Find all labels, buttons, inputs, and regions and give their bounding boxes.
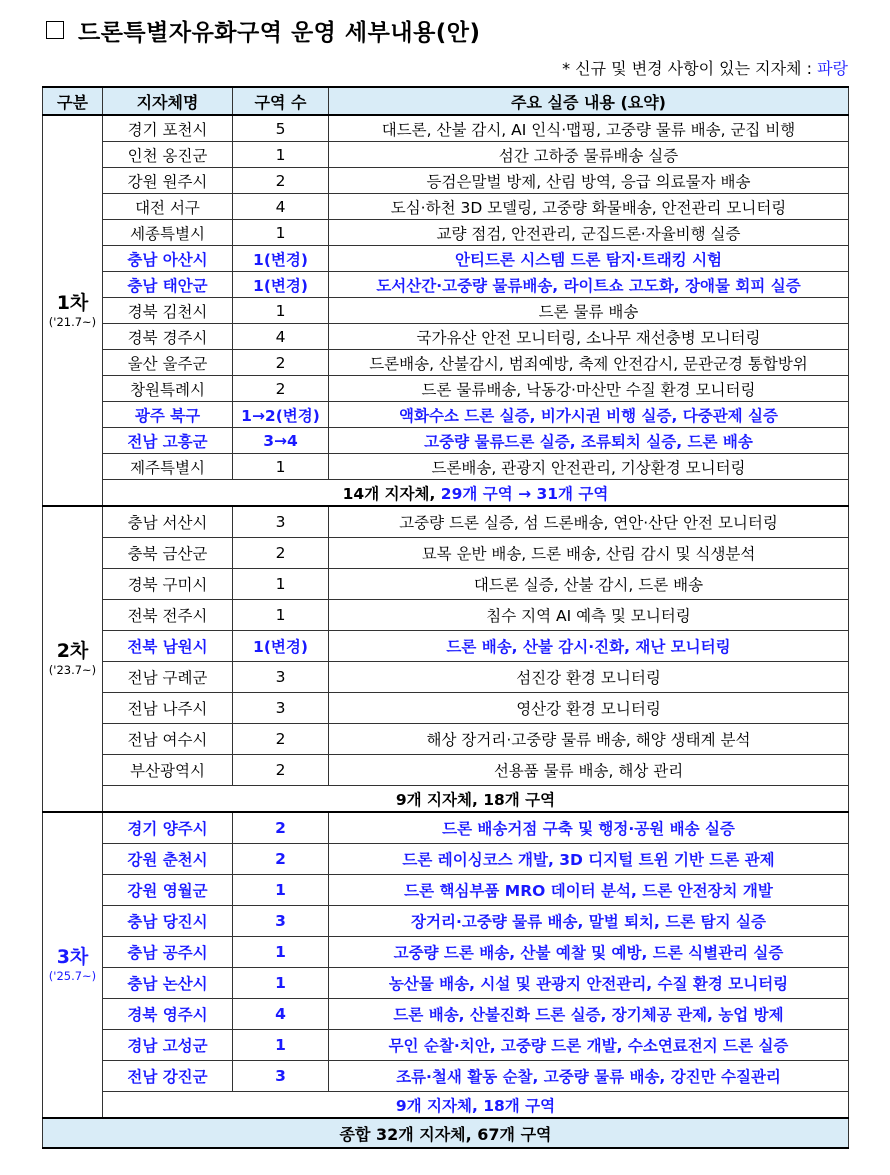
city-cell: 충남 서산시 bbox=[103, 506, 233, 538]
header-city: 지자체명 bbox=[103, 87, 233, 115]
zone-count-cell: 2 bbox=[233, 844, 329, 875]
content-cell: 도심·하천 3D 모델링, 고중량 화물배송, 안전관리 모니터링 bbox=[329, 194, 849, 220]
table-row bbox=[43, 454, 849, 480]
content-cell: 농산물 배송, 시설 및 관광지 안전관리, 수질 환경 모니터링 bbox=[329, 968, 849, 999]
table-row bbox=[43, 662, 849, 693]
phase-period: ('23.7~) bbox=[48, 663, 97, 677]
phase-cell bbox=[43, 812, 103, 1118]
table-row bbox=[43, 506, 849, 538]
city-cell: 경북 구미시 bbox=[103, 569, 233, 600]
zone-count-cell: 4 bbox=[233, 324, 329, 350]
content-cell: 드론 물류 배송 bbox=[329, 298, 849, 324]
table-row bbox=[43, 569, 849, 600]
subtotal-highlight: 29개 구역 → 31개 구역 bbox=[440, 484, 609, 503]
content-cell: 대드론 실증, 산불 감시, 드론 배송 bbox=[329, 569, 849, 600]
table-row bbox=[43, 402, 849, 428]
city-cell: 광주 북구 bbox=[103, 402, 233, 428]
table-row bbox=[43, 246, 849, 272]
zone-count-cell: 1(변경) bbox=[233, 631, 329, 662]
subtotal-row bbox=[43, 1092, 849, 1119]
zone-count-cell: 1 bbox=[233, 968, 329, 999]
header-category: 구분 bbox=[43, 87, 103, 115]
city-cell: 충남 논산시 bbox=[103, 968, 233, 999]
zone-count-cell: 3 bbox=[233, 662, 329, 693]
city-cell: 경북 영주시 bbox=[103, 999, 233, 1030]
note-text: * 신규 및 변경 사항이 있는 지자체 : bbox=[562, 59, 818, 78]
table-row bbox=[43, 600, 849, 631]
content-cell: 고중량 드론 실증, 섬 드론배송, 연안·산단 안전 모니터링 bbox=[329, 506, 849, 538]
content-cell: 도서산간·고중량 물류배송, 라이트쇼 고도화, 장애물 회피 실증 bbox=[329, 272, 849, 298]
subtotal-row bbox=[43, 786, 849, 813]
table-row bbox=[43, 1061, 849, 1092]
city-cell: 경북 경주시 bbox=[103, 324, 233, 350]
table-row bbox=[43, 812, 849, 844]
zone-count-cell: 2 bbox=[233, 376, 329, 402]
title-text: 드론특별자유화구역 운영 세부내용(안) bbox=[78, 20, 481, 46]
grand-total-row bbox=[43, 1118, 849, 1148]
city-cell: 인천 옹진군 bbox=[103, 142, 233, 168]
city-cell: 충남 태안군 bbox=[103, 272, 233, 298]
phase-name: 1차 bbox=[56, 291, 89, 314]
table-row bbox=[43, 115, 849, 142]
table-row bbox=[43, 324, 849, 350]
content-cell: 대드론, 산불 감시, AI 인식·맵핑, 고중량 물류 배송, 군집 비행 bbox=[329, 115, 849, 142]
table-row bbox=[43, 875, 849, 906]
subtotal-text: 14개 지자체, bbox=[342, 484, 441, 503]
city-cell: 충북 금산군 bbox=[103, 538, 233, 569]
content-cell: 드론배송, 산불감시, 범죄예방, 축제 안전감시, 문관군경 통합방위 bbox=[329, 350, 849, 376]
city-cell: 경남 고성군 bbox=[103, 1030, 233, 1061]
table-row bbox=[43, 968, 849, 999]
content-cell: 고중량 물류드론 실증, 조류퇴치 실증, 드론 배송 bbox=[329, 428, 849, 454]
grand-total: 종합 32개 지자체, 67개 구역 bbox=[43, 1118, 849, 1148]
zone-count-cell: 2 bbox=[233, 350, 329, 376]
content-cell: 안티드론 시스템 드론 탐지·트래킹 시험 bbox=[329, 246, 849, 272]
phase-name: 3차 bbox=[56, 946, 89, 968]
city-cell: 강원 원주시 bbox=[103, 168, 233, 194]
table-header-row bbox=[43, 87, 849, 115]
city-cell: 경기 포천시 bbox=[103, 115, 233, 142]
zone-count-cell: 1(변경) bbox=[233, 272, 329, 298]
subtotal-cell bbox=[103, 786, 849, 813]
table-row bbox=[43, 631, 849, 662]
table-row bbox=[43, 906, 849, 937]
zone-count-cell: 1 bbox=[233, 454, 329, 480]
city-cell: 전남 강진군 bbox=[103, 1061, 233, 1092]
zone-count-cell: 1 bbox=[233, 298, 329, 324]
city-cell: 창원특례시 bbox=[103, 376, 233, 402]
content-cell: 드론배송, 관광지 안전관리, 기상환경 모니터링 bbox=[329, 454, 849, 480]
content-cell: 영산강 환경 모니터링 bbox=[329, 693, 849, 724]
content-cell: 섬진강 환경 모니터링 bbox=[329, 662, 849, 693]
content-cell: 섬간 고하중 물류배송 실증 bbox=[329, 142, 849, 168]
header-count: 구역 수 bbox=[233, 87, 329, 115]
phase-name: 2차 bbox=[56, 640, 89, 662]
zone-count-cell: 1 bbox=[233, 142, 329, 168]
table-row bbox=[43, 350, 849, 376]
city-cell: 경기 양주시 bbox=[103, 812, 233, 844]
zone-count-cell: 1 bbox=[233, 937, 329, 968]
content-cell: 선용품 물류 배송, 해상 관리 bbox=[329, 755, 849, 786]
city-cell: 충남 아산시 bbox=[103, 246, 233, 272]
legend-note bbox=[562, 56, 848, 79]
content-cell: 드론 물류배송, 낙동강·마산만 수질 환경 모니터링 bbox=[329, 376, 849, 402]
phase-cell bbox=[43, 506, 103, 812]
city-cell: 강원 춘천시 bbox=[103, 844, 233, 875]
content-cell: 침수 지역 AI 예측 및 모니터링 bbox=[329, 600, 849, 631]
city-cell: 충남 당진시 bbox=[103, 906, 233, 937]
zone-count-cell: 1 bbox=[233, 600, 329, 631]
content-cell: 국가유산 안전 모니터링, 소나무 재선충병 모니터링 bbox=[329, 324, 849, 350]
table-row bbox=[43, 428, 849, 454]
city-cell: 대전 서구 bbox=[103, 194, 233, 220]
zone-count-cell: 3 bbox=[233, 506, 329, 538]
zone-count-cell: 4 bbox=[233, 999, 329, 1030]
content-cell: 해상 장거리·고중량 물류 배송, 해양 생태계 분석 bbox=[329, 724, 849, 755]
table-row bbox=[43, 298, 849, 324]
zone-count-cell: 3 bbox=[233, 906, 329, 937]
subtotal-text: 9개 지자체, 18개 구역 bbox=[395, 790, 556, 809]
content-cell: 묘목 운반 배송, 드론 배송, 산림 감시 및 식생분석 bbox=[329, 538, 849, 569]
content-cell: 교량 점검, 안전관리, 군집드론·자율비행 실증 bbox=[329, 220, 849, 246]
table-body bbox=[43, 115, 849, 1118]
table-row bbox=[43, 272, 849, 298]
content-cell: 조류·철새 활동 순찰, 고중량 물류 배송, 강진만 수질관리 bbox=[329, 1061, 849, 1092]
zone-count-cell: 1 bbox=[233, 1030, 329, 1061]
table-row bbox=[43, 693, 849, 724]
city-cell: 전남 구례군 bbox=[103, 662, 233, 693]
page-title bbox=[46, 14, 481, 47]
content-cell: 드론 배송, 산불진화 드론 실증, 장기체공 관제, 농업 방제 bbox=[329, 999, 849, 1030]
city-cell: 충남 공주시 bbox=[103, 937, 233, 968]
zone-count-cell: 5 bbox=[233, 115, 329, 142]
city-cell: 제주특별시 bbox=[103, 454, 233, 480]
zone-count-cell: 2 bbox=[233, 168, 329, 194]
header-content: 주요 실증 내용 (요약) bbox=[329, 87, 849, 115]
table-row bbox=[43, 755, 849, 786]
table-row bbox=[43, 194, 849, 220]
table-row bbox=[43, 999, 849, 1030]
phase-period: ('21.7~) bbox=[48, 314, 97, 329]
content-cell: 고중량 드론 배송, 산불 예찰 및 예방, 드론 식별관리 실증 bbox=[329, 937, 849, 968]
checkbox-square-icon bbox=[46, 21, 64, 39]
subtotal-cell bbox=[103, 480, 849, 507]
table-row bbox=[43, 844, 849, 875]
subtotal-row bbox=[43, 480, 849, 507]
table-row bbox=[43, 142, 849, 168]
city-cell: 전남 고흥군 bbox=[103, 428, 233, 454]
content-cell: 장거리·고중량 물류 배송, 말벌 퇴치, 드론 탐지 실증 bbox=[329, 906, 849, 937]
phase-period: ('25.7~) bbox=[48, 969, 97, 983]
zone-count-cell: 2 bbox=[233, 724, 329, 755]
zone-count-cell: 1 bbox=[233, 875, 329, 906]
note-highlight: 파랑 bbox=[817, 59, 848, 78]
zone-count-cell: 1→2(변경) bbox=[233, 402, 329, 428]
city-cell: 전북 전주시 bbox=[103, 600, 233, 631]
content-cell: 등검은말벌 방제, 산림 방역, 응급 의료물자 배송 bbox=[329, 168, 849, 194]
table-row bbox=[43, 937, 849, 968]
zone-count-cell: 2 bbox=[233, 812, 329, 844]
zone-count-cell: 3 bbox=[233, 1061, 329, 1092]
table-row bbox=[43, 724, 849, 755]
zone-count-cell: 2 bbox=[233, 755, 329, 786]
content-cell: 무인 순찰·치안, 고중량 드론 개발, 수소연료전지 드론 실증 bbox=[329, 1030, 849, 1061]
table-row bbox=[43, 376, 849, 402]
table-row bbox=[43, 220, 849, 246]
city-cell: 경북 김천시 bbox=[103, 298, 233, 324]
zone-count-cell: 3→4 bbox=[233, 428, 329, 454]
content-cell: 드론 레이싱코스 개발, 3D 디지털 트윈 기반 드론 관제 bbox=[329, 844, 849, 875]
zone-count-cell: 2 bbox=[233, 538, 329, 569]
content-cell: 드론 핵심부품 MRO 데이터 분석, 드론 안전장치 개발 bbox=[329, 875, 849, 906]
subtotal-cell bbox=[103, 1092, 849, 1119]
table-row bbox=[43, 538, 849, 569]
city-cell: 강원 영월군 bbox=[103, 875, 233, 906]
zone-count-cell: 1(변경) bbox=[233, 246, 329, 272]
content-cell: 드론 배송, 산불 감시·진화, 재난 모니터링 bbox=[329, 631, 849, 662]
city-cell: 부산광역시 bbox=[103, 755, 233, 786]
zone-count-cell: 1 bbox=[233, 220, 329, 246]
city-cell: 전남 여수시 bbox=[103, 724, 233, 755]
subtotal-highlight: 9개 지자체, 18개 구역 bbox=[395, 1096, 556, 1115]
city-cell: 전남 나주시 bbox=[103, 693, 233, 724]
city-cell: 세종특별시 bbox=[103, 220, 233, 246]
phase-cell bbox=[43, 115, 103, 506]
city-cell: 전북 남원시 bbox=[103, 631, 233, 662]
table-row bbox=[43, 1030, 849, 1061]
table-row bbox=[43, 168, 849, 194]
content-cell: 드론 배송거점 구축 및 행정·공원 배송 실증 bbox=[329, 812, 849, 844]
zone-count-cell: 4 bbox=[233, 194, 329, 220]
zone-count-cell: 1 bbox=[233, 569, 329, 600]
city-cell: 울산 울주군 bbox=[103, 350, 233, 376]
zone-count-cell: 3 bbox=[233, 693, 329, 724]
designation-table bbox=[42, 86, 849, 1149]
content-cell: 액화수소 드론 실증, 비가시권 비행 실증, 다중관제 실증 bbox=[329, 402, 849, 428]
